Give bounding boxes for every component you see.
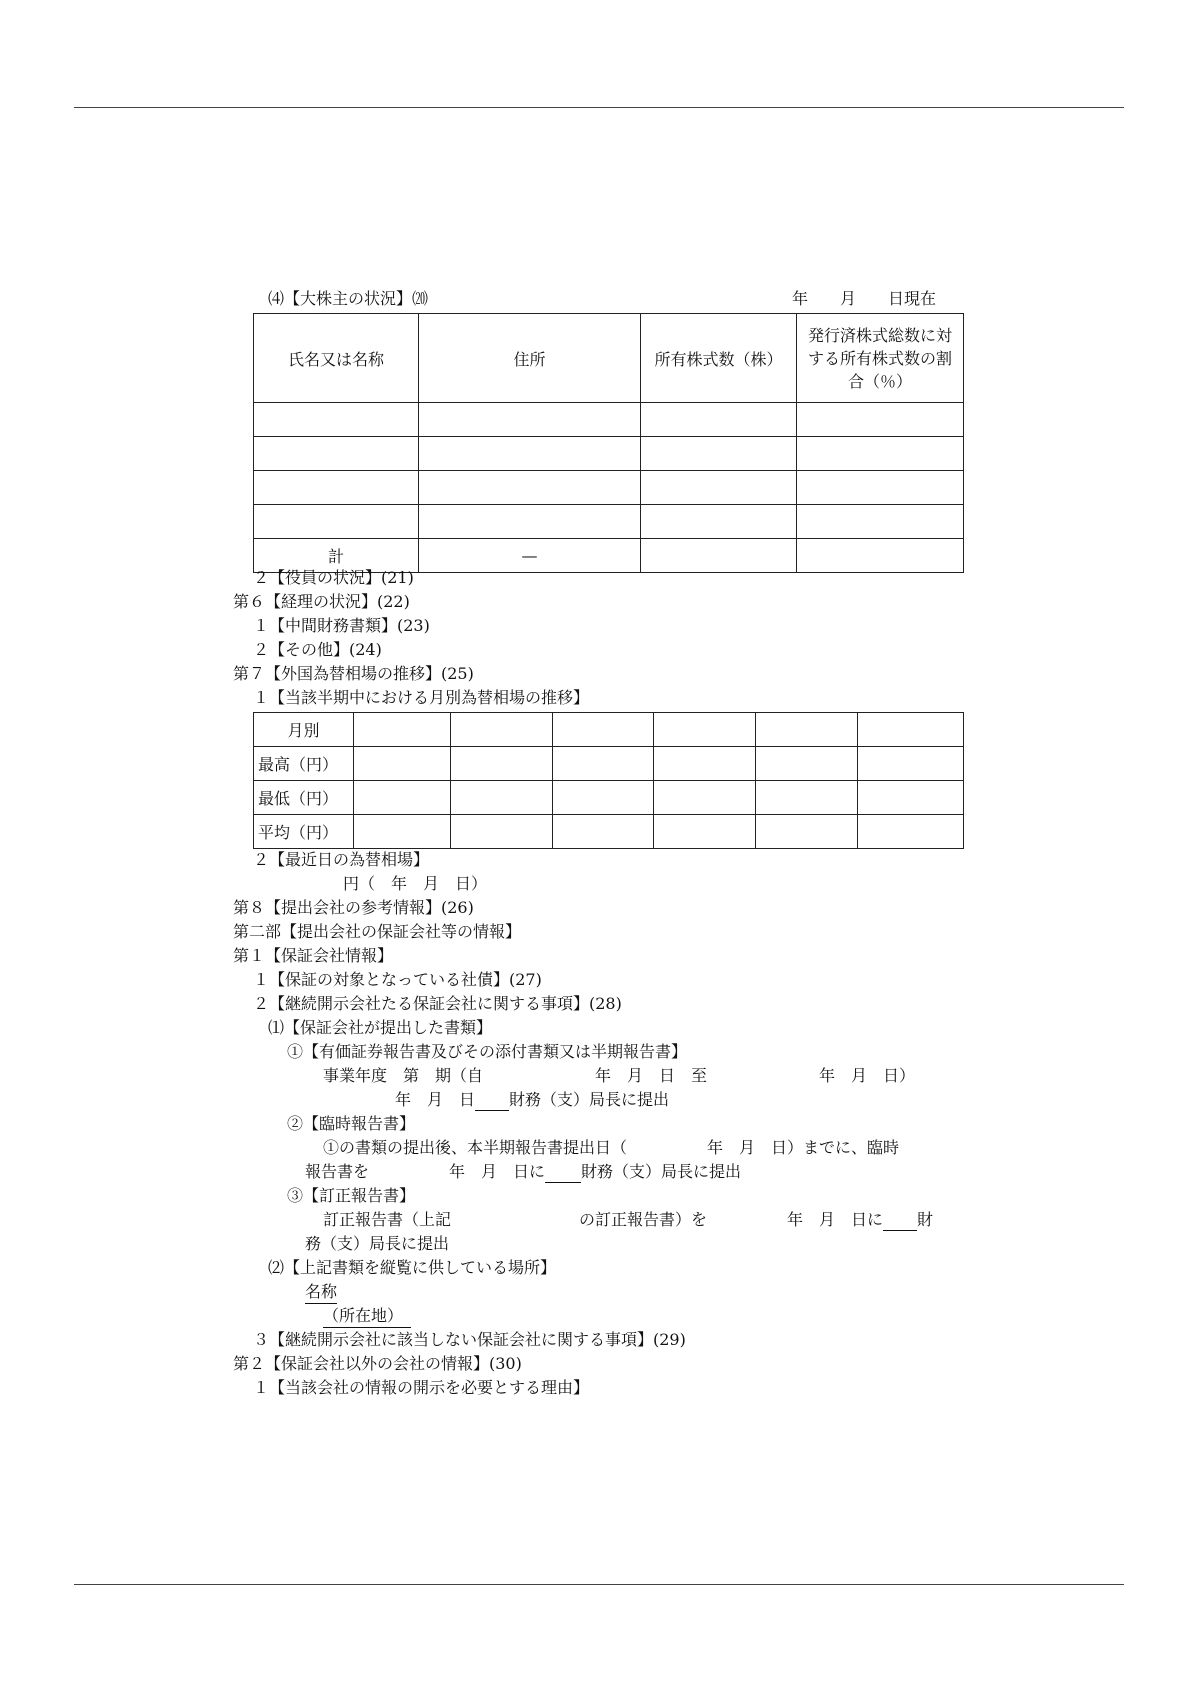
header-name: 氏名又は名称 [254,314,419,403]
table-row [254,471,964,505]
line-non-guarantor: 第２【保証会社以外の会社の情報】(30) [233,1354,522,1373]
table-row [254,781,964,815]
line-non-continuous: ３【継続開示会社に該当しない保証会社に関する事項】(29) [253,1330,686,1349]
line-interim-fs: １【中間財務書類】(23) [253,616,430,635]
line-place-name [305,1281,337,1304]
extraordinary-date: 報告書を 年 月 日に [305,1162,546,1181]
line-other: ２【その他】(24) [253,640,382,659]
blank-bureau [545,1164,581,1183]
total-address-dash: — [419,539,641,573]
as-of-date: 年 月 日現在 [792,289,937,308]
line-submitted-docs: ⑴【保証会社が提出した書類】 [268,1018,493,1037]
line-reference: 第８【提出会社の参考情報】(26) [233,898,474,917]
line-amendment-body [323,1209,933,1231]
footer-rule [74,1584,1124,1585]
header-rule [74,107,1124,108]
place-location: （所在地） [323,1305,411,1328]
line-amendment-body-2: 務（支）局長に提出 [305,1234,450,1253]
line-annual-report: ①【有価証券報告書及びその添付書類又は半期報告書】 [287,1042,688,1061]
line-continuous-disclosure: ２【継続開示会社たる保証会社に関する事項】(28) [253,994,622,1013]
monthly-fx-table [253,712,964,849]
blank-bureau [883,1212,917,1231]
table-header-row [254,314,964,403]
bureau-suffix: 財務（支）局長に提出 [581,1162,742,1181]
line-extraordinary-body: ①の書類の提出後、本半期報告書提出日（ 年 月 日）までに、臨時 [323,1138,900,1157]
table-row [254,713,964,747]
major-shareholders-table [253,313,964,573]
line-fiscal-year: 事業年度 第 期（自 年 月 日 至 年 月 日） [323,1066,916,1085]
row-label-average: 平均（円） [254,815,354,849]
line-fx-history: 第７【外国為替相場の推移】(25) [233,664,474,683]
place-name: 名称 [305,1281,337,1304]
line-disclosure-reason: １【当該会社の情報の開示を必要とする理由】 [253,1378,590,1397]
table-row [254,747,964,781]
line-amendment: ③【訂正報告書】 [287,1186,416,1205]
header-shares: 所有株式数（株） [641,314,797,403]
line-extraordinary-body-2 [305,1161,741,1183]
amendment-text: 訂正報告書（上記 の訂正報告書）を 年 月 日に [323,1210,884,1229]
line-submission-1 [395,1089,669,1111]
line-part2: 第二部【提出会社の保証会社等の情報】 [233,922,522,941]
line-monthly-fx: １【当該半期中における月別為替相場の推移】 [253,688,590,707]
table-row [254,505,964,539]
line-recent-fx-value: 円（ 年 月 日） [343,874,488,893]
row-label-month: 月別 [254,713,354,747]
section-title-major-shareholders: ⑷【大株主の状況】⒇ [268,289,429,308]
line-extraordinary: ②【臨時報告書】 [287,1114,416,1133]
table-row [254,437,964,471]
row-label-low: 最低（円） [254,781,354,815]
submission-date: 年 月 日 [395,1090,476,1109]
line-recent-fx: ２【最近日の為替相場】 [253,850,430,869]
line-accounting: 第６【経理の状況】(22) [233,592,410,611]
line-place-location [323,1305,411,1328]
header-address: 住所 [419,314,641,403]
blank-bureau [475,1092,509,1111]
row-label-high: 最高（円） [254,747,354,781]
bureau-suffix: 財務（支）局長に提出 [509,1090,670,1109]
header-ratio: 発行済株式総数に対する所有株式数の割合（％） [797,314,964,403]
line-inspection: ⑵【上記書類を縦覧に供している場所】 [268,1258,557,1277]
table-row [254,815,964,849]
amendment-suffix: 財 [917,1210,934,1229]
total-label: 計 [254,539,419,573]
line-officers: ２【役員の状況】(21) [253,568,414,587]
line-guaranteed-bonds: １【保証の対象となっている社債】(27) [253,970,542,989]
line-guarantor-info: 第１【保証会社情報】 [233,946,394,965]
table-row [254,403,964,437]
